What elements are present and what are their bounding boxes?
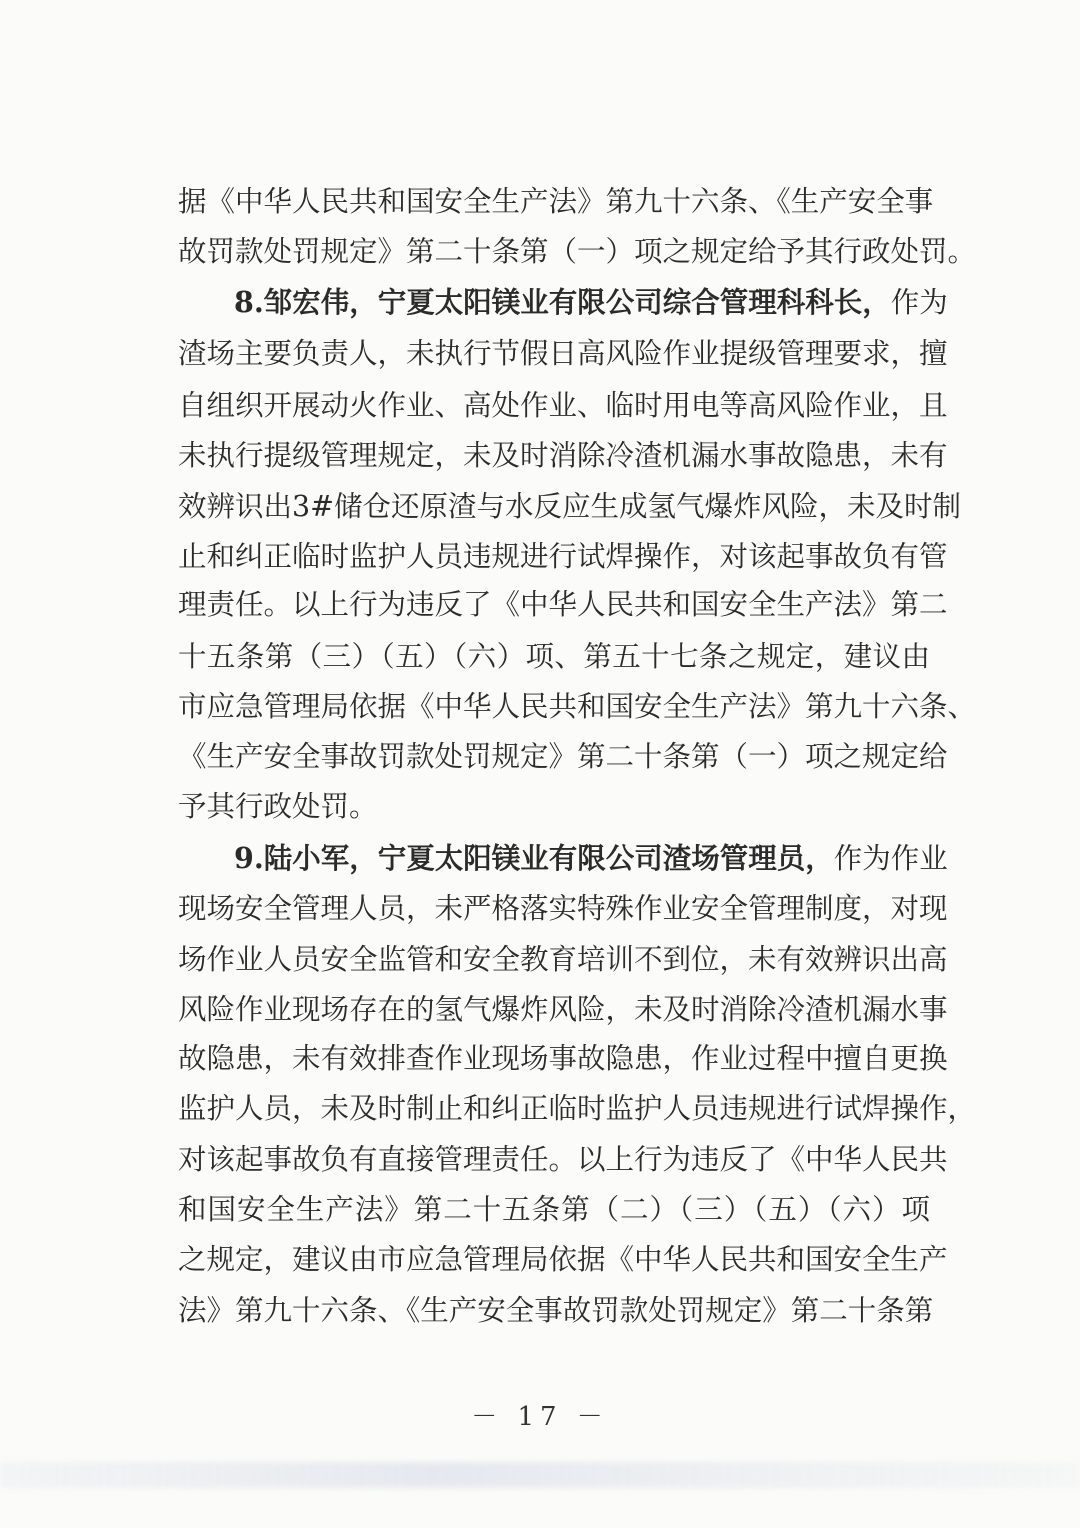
paragraph-line: 止和纠正临时监护人员违规进行试焊操作，对该起事故负有管 xyxy=(178,540,948,573)
item-8-heading-line xyxy=(234,276,948,328)
item-9-name-title: 陆小军，宁夏太阳镁业有限公司渣场管理员， xyxy=(263,841,834,875)
paragraph-line: 《生产安全事故罚款处罚规定》第二十条第（一）项之规定给 xyxy=(178,740,948,773)
paragraph-line: 效辨识出3#储仓还原渣与水反应生成氢气爆炸风险，未及时制 xyxy=(178,490,962,523)
paragraph-line: 据《中华人民共和国安全生产法》第九十六条、《生产安全事 xyxy=(178,185,934,218)
paragraph-line: 监护人员，未及时制止和纠正临时监护人员违规进行试焊操作， xyxy=(178,1092,977,1125)
paragraph-line: 渣场主要负责人，未执行节假日高风险作业提级管理要求，擅 xyxy=(178,337,948,370)
paragraph-line: 故隐患，未有效排查作业现场事故隐患，作业过程中擅自更换 xyxy=(178,1042,948,1075)
item-8-name-title: 邹宏伟，宁夏太阳镁业有限公司综合管理科科长， xyxy=(263,285,891,319)
scan-artifact-strip xyxy=(0,1462,1080,1488)
paragraph-line: 之规定，建议由市应急管理局依据《中华人民共和国安全生产 xyxy=(178,1243,948,1276)
paragraph-line: 故罚款处罚规定》第二十条第（一）项之规定给予其行政处罚。 xyxy=(178,235,977,268)
paragraph-line: 风险作业现场存在的氢气爆炸风险，未及时消除冷渣机漏水事 xyxy=(178,993,948,1026)
paragraph-line: 法》第九十六条、《生产安全事故罚款处罚规定》第二十条第 xyxy=(178,1294,934,1327)
item-9-number: 9. xyxy=(234,841,264,875)
paragraph-line: 场作业人员安全监管和安全教育培训不到位，未有效辨识出高 xyxy=(178,943,948,976)
item-9-heading-line xyxy=(234,832,948,884)
paragraph-line: 理责任。以上行为违反了《中华人民共和国安全生产法》第二 xyxy=(178,588,948,621)
paragraph-line: 市应急管理局依据《中华人民共和国安全生产法》第九十六条、 xyxy=(178,690,977,723)
paragraph-line: 和国安全生产法》第二十五条第（二）（三）（五）（六）项 xyxy=(178,1193,930,1226)
item-8-lead-rest: 作为 xyxy=(890,286,948,319)
paragraph-line: 十五条第（三）（五）（六）项、第五十七条之规定，建议由 xyxy=(178,640,930,673)
item-8-number: 8. xyxy=(234,285,264,319)
paragraph-line: 予其行政处罚。 xyxy=(178,790,378,823)
item-9-lead-rest: 作为作业 xyxy=(833,842,948,875)
paragraph-line: 未执行提级管理规定，未及时消除冷渣机漏水事故隐患，未有 xyxy=(178,439,948,472)
paragraph-line: 对该起事故负有直接管理责任。以上行为违反了《中华人民共 xyxy=(178,1143,948,1176)
page-number: － 17 － xyxy=(471,1402,609,1432)
paragraph-line: 现场安全管理人员，未严格落实特殊作业安全管理制度，对现 xyxy=(178,892,948,925)
paragraph-line: 自组织开展动火作业、高处作业、临时用电等高风险作业，且 xyxy=(178,389,948,422)
